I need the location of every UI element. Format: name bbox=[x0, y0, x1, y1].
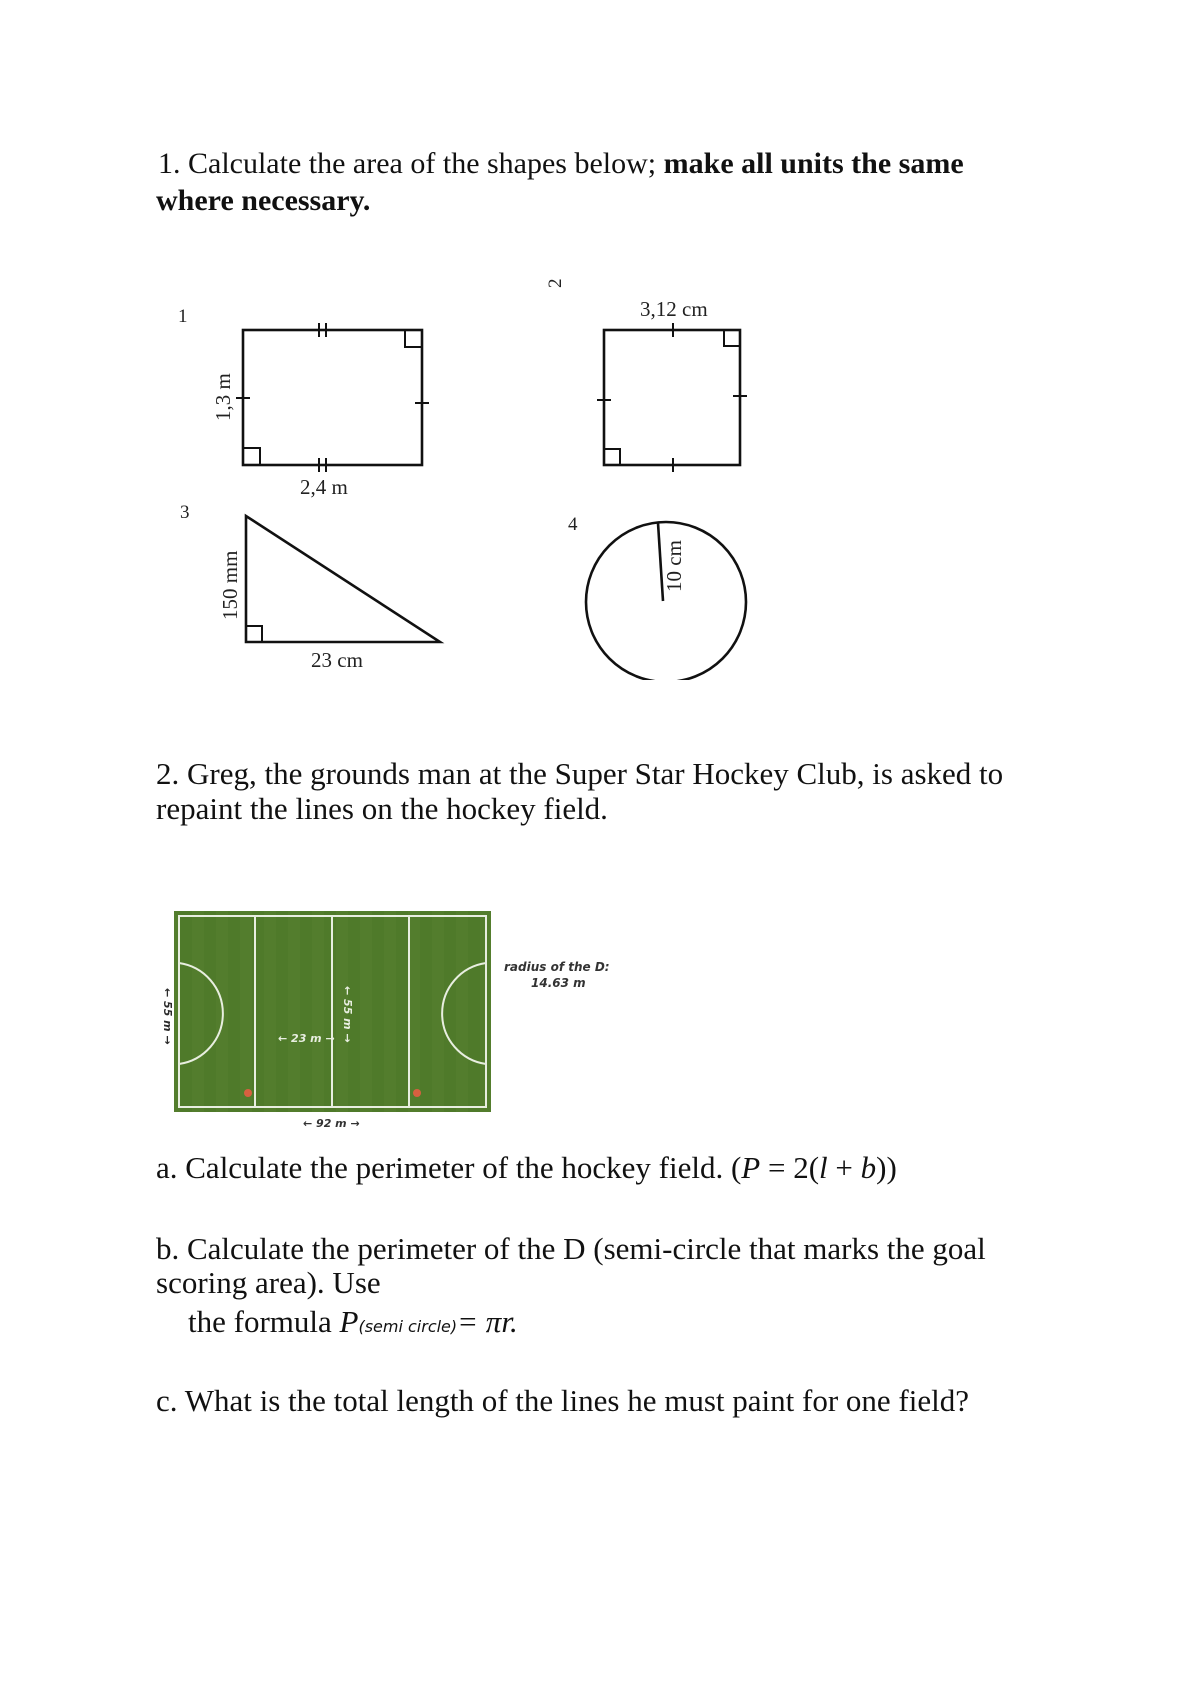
shape-1-rectangle bbox=[236, 323, 429, 472]
question-2-line-2: repaint the lines on the hockey field. bbox=[156, 791, 608, 826]
part-b-formula-p: P bbox=[339, 1304, 359, 1339]
question-1 bbox=[158, 146, 964, 182]
shape-3-height-label: 150 mm bbox=[218, 550, 242, 620]
shape-2-number: 2 bbox=[545, 278, 566, 288]
field-section-label: ← 23 m → bbox=[278, 1032, 335, 1045]
shape-1-height-label: 1,3 m bbox=[211, 373, 235, 421]
field-radius-label-1: radius of the D: bbox=[504, 960, 610, 974]
part-b-formula-subscript: (semi circle) bbox=[358, 1317, 458, 1336]
part-b-formula-eq: = πr. bbox=[457, 1304, 518, 1339]
corner-marker bbox=[244, 1089, 252, 1097]
shape-1-width-label: 2,4 m bbox=[300, 475, 348, 499]
part-a-formula-plus: + bbox=[827, 1150, 861, 1185]
question-1-bold-1: make all units the same bbox=[663, 147, 964, 180]
field-radius-label-2: 14.63 m bbox=[531, 976, 586, 990]
shape-3-base-label: 23 cm bbox=[311, 648, 363, 672]
part-c: c. What is the total length of the lines he must paint for one field? bbox=[156, 1383, 969, 1418]
part-b-line-3 bbox=[188, 1304, 518, 1345]
field-length-label: ← 92 m → bbox=[303, 1117, 360, 1130]
part-b-line-1: b. Calculate the perimeter of the D (semi-circle that marks the goal bbox=[156, 1231, 986, 1266]
question-1-bold-2: where necessary. bbox=[156, 184, 371, 217]
part-a-formula-p: P bbox=[741, 1150, 761, 1185]
shape-4-radius-label: 10 cm bbox=[662, 540, 686, 592]
part-a-text: a. Calculate the perimeter of the hockey field. ( bbox=[156, 1150, 742, 1185]
field-mid-width-label: ← 55 m → bbox=[341, 986, 354, 1043]
shape-3-triangle bbox=[246, 516, 440, 642]
part-a-formula-eq: = 2( bbox=[760, 1150, 820, 1185]
part-b-line-2: scoring area). Use bbox=[156, 1265, 381, 1300]
shape-2-square bbox=[597, 323, 747, 472]
shape-3-number: 3 bbox=[180, 502, 190, 523]
field-left-width-label: ← 55 m → bbox=[161, 988, 174, 1045]
shape-2-side-label: 3,12 cm bbox=[640, 297, 708, 321]
shape-4-number: 4 bbox=[568, 514, 578, 535]
hockey-field-figure bbox=[0, 900, 700, 1140]
shape-1-number: 1 bbox=[178, 306, 188, 327]
shapes-diagram bbox=[0, 260, 1200, 680]
part-a-formula-b: b bbox=[860, 1150, 877, 1185]
part-a-formula-l: l bbox=[819, 1150, 828, 1185]
part-a-formula-close: )) bbox=[876, 1150, 897, 1185]
part-a bbox=[156, 1150, 897, 1186]
part-b-formula-prefix: the formula bbox=[188, 1304, 340, 1339]
question-2-line-1: 2. Greg, the grounds man at the Super Star Hockey Club, is asked to bbox=[156, 756, 1004, 791]
corner-marker bbox=[413, 1089, 421, 1097]
question-1-text: 1. Calculate the area of the shapes below; bbox=[158, 147, 664, 180]
question-1-line-2 bbox=[156, 183, 370, 219]
